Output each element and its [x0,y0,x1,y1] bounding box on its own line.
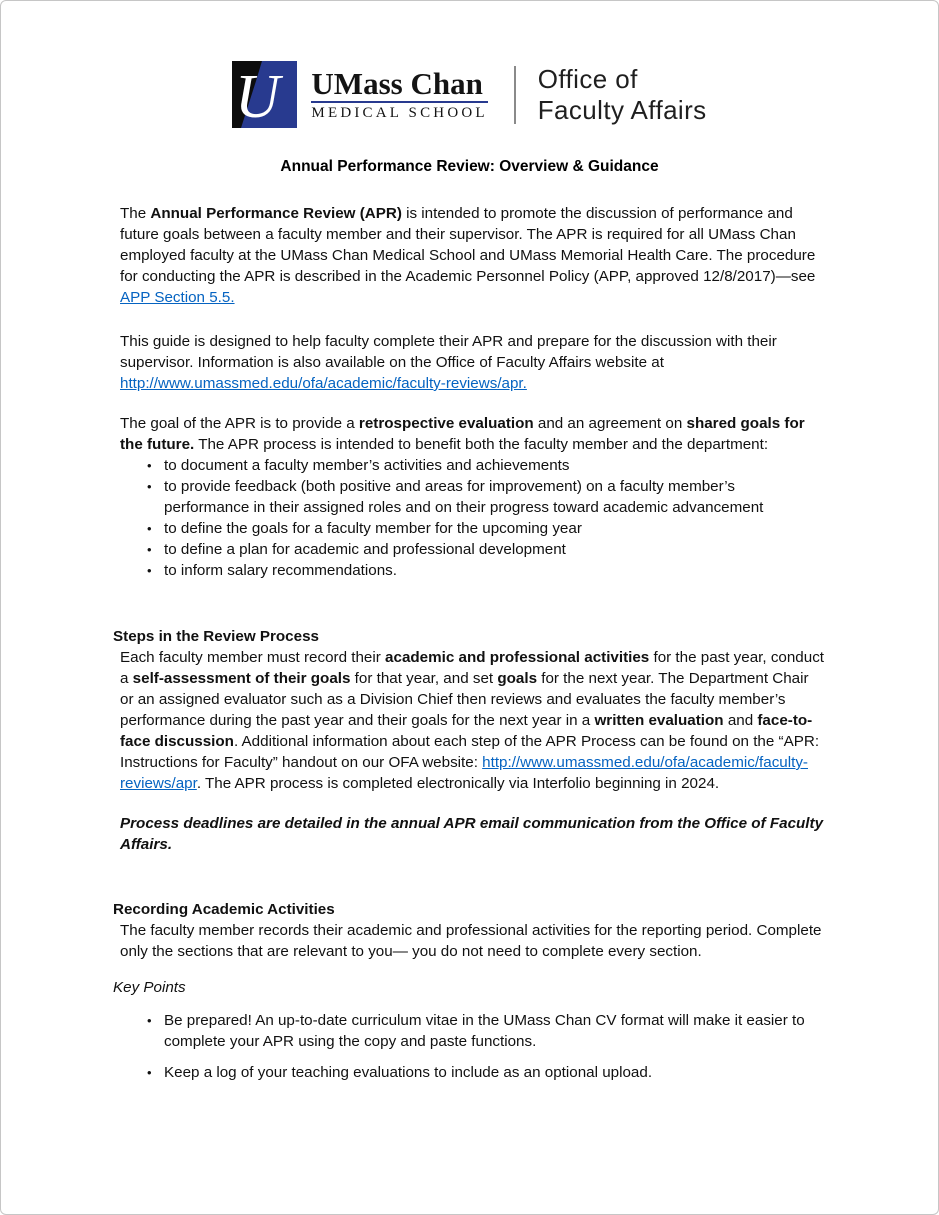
paragraph-intro [120,203,824,308]
steps-section-heading: Steps in the Review Process [113,628,319,645]
bullet-icon: • [147,1065,152,1080]
text-run: goals [497,670,538,687]
paragraph-steps [120,647,824,794]
text-run: self-assessment of their goals [132,670,351,687]
deadlines-note: Process deadlines are detailed in the annual APR email communication from the Office of Faculty Affairs. [120,815,824,853]
list-item [147,1010,824,1052]
text-run: The [120,205,151,222]
text-run: retrospective evaluation [358,415,534,432]
link-ofa-website[interactable]: http://www.umassmed.edu/ofa/academic/faculty-reviews/apr. [120,375,527,392]
list-item [147,455,824,476]
office-name-line1: Office of [537,63,638,94]
list-item-text: to document a faculty member’s activities and achievements [164,457,570,474]
list-item-text: to inform salary recommendations. [164,562,397,579]
document-content [1,203,938,1083]
office-name [538,64,707,126]
recording-section-heading: Recording Academic Activities [113,901,335,918]
text-run: is intended to promote the discussion of performance and future goals between a faculty member and their supervisor. The APR is required for all UMass Chan employed faculty at the UMass Chan Medical School and UMass Memorial Health Care. The procedure for conducting the APR is described in the Academic Personnel Policy (APP, approved 12/8/2017)—see [120,205,816,285]
brand-rule [311,101,487,103]
text-run: shared goals for the future. [120,415,805,453]
text-run: for the next year. The Department Chair or an assigned evaluator such as a Division Chief then reviews and evaluates the faculty member’s performance during the past year and their goals for the next year in a [120,670,809,729]
page-title: Annual Performance Review: Overview & Guidance [280,158,659,175]
office-name-line2: Faculty Affairs [537,94,707,125]
goal-bullet-list [147,455,824,581]
text-run: face-to- face discussion [120,712,813,750]
brand-subtitle: MEDICAL SCHOOL [311,105,488,121]
paragraph-goal [120,413,824,455]
brand-text [311,67,487,122]
text-run: Annual Performance Review (APR) [150,205,402,222]
bullet-icon: • [147,521,152,536]
list-item-text: Be prepared! An up-to-date curriculum vitae in the UMass Chan CV format will make it easier to complete your APR using the copy and paste functions. [164,1012,805,1050]
text-run: This guide is designed to help faculty complete their APR and prepare for the discussion with their supervisor. Information is also available on the Office of Faculty Affairs website at [120,333,777,371]
text-run: for that year, and set [350,670,498,687]
umass-chan-logo-icon [232,61,297,128]
list-item-text: to define the goals for a faculty member for the upcoming year [164,520,582,537]
bullet-icon: • [147,1013,152,1028]
text-run: written evaluation [594,712,724,729]
text-run: Each faculty member must record their [120,649,386,666]
list-item-text: to define a plan for academic and professional development [164,541,566,558]
text-run: The APR process is intended to benefit both the faculty member and the department: [194,436,769,453]
text-run: academic and professional activities [385,649,650,666]
text-run: for the past year, conduct a [120,649,825,687]
list-item-text: Keep a log of your teaching evaluations to include as an optional upload. [164,1064,653,1081]
list-item [147,1062,824,1083]
header-logo [1,61,938,128]
list-item-text: to provide feedback (both positive and areas for improvement) on a faculty member’s performance in their assigned roles and on their progress toward academic advancement [164,478,764,516]
key-points-list [147,1010,824,1083]
key-points-label: Key Points [113,979,186,996]
text-run: and [723,712,758,729]
list-item [147,518,824,539]
bullet-icon: • [147,458,152,473]
link-app-section-5-5[interactable]: APP Section 5.5. [120,289,235,306]
bullet-icon: • [147,563,152,578]
text-run: and an agreement on [533,415,687,432]
logo-divider [514,66,516,124]
bullet-icon: • [147,479,152,494]
list-item [147,539,824,560]
svg-text:U: U [235,63,281,128]
list-item [147,560,824,581]
text-run: . The APR process is completed electronically via Interfolio beginning in 2024. [196,775,720,792]
brand-name: UMass Chan [311,66,483,101]
text-run: The goal of the APR is to provide a [120,415,359,432]
paragraph-guide [120,331,824,394]
bullet-icon: • [147,542,152,557]
list-item [147,476,824,518]
paragraph-recording: The faculty member records their academic and professional activities for the reporting period. Complete only the sections that are relevant to you— you do not need to complete every section. [120,922,822,960]
link-ofa-website-2[interactable]: http://www.umassmed.edu/ofa/academic/faculty-reviews/apr [120,754,808,792]
text-run: . Additional information about each step of the APR Process can be found on the “APR: Instructions for Faculty” handout on our OFA website: [120,733,820,771]
